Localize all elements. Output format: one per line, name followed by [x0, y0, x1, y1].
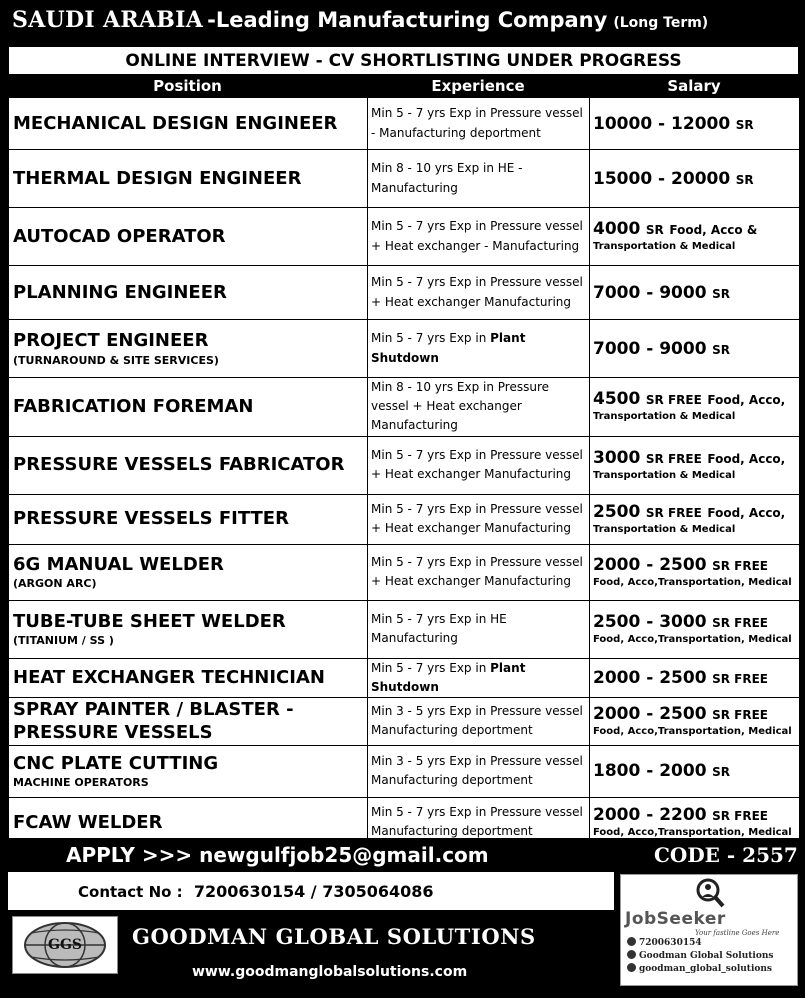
experience-text: Min 5 - 7 yrs Exp in Pressure vessel + Heat exchanger Manufacturing [371, 501, 583, 536]
experience-text: Min 5 - 7 yrs Exp in Pressure vessel + Heat exchanger Manufacturing [371, 554, 583, 589]
job-row [9, 436, 800, 494]
apply-email[interactable]: APPLY >>> newgulfjob25@gmail.com [66, 843, 489, 867]
jobseeker-magnifier-icon [683, 877, 733, 909]
job-experience [368, 320, 590, 378]
job-position [9, 150, 368, 208]
job-row [9, 98, 800, 150]
salary-unit: SR FREE [712, 707, 769, 722]
job-salary [590, 697, 800, 745]
salary-unit: SR [735, 117, 754, 132]
jobseeker-instagram-line [627, 963, 773, 976]
salary-benefits: Food, Acco, [707, 505, 786, 520]
salary-unit: SR [712, 286, 730, 301]
experience-text: Min 3 - 5 yrs Exp in Pressure vessel Manufacturing deportment [371, 754, 583, 788]
job-salary [590, 658, 800, 697]
salary-unit: SR FREE [712, 558, 769, 573]
globe-logo-icon [13, 917, 117, 973]
experience-highlight: Plant Shutdown [371, 331, 526, 365]
job-experience [368, 436, 590, 494]
salary-amount: 4000 [593, 219, 641, 239]
salary-benefits-detail: Transportation & Medical [593, 411, 736, 423]
job-row [9, 544, 800, 600]
job-row [9, 745, 800, 797]
experience-text: Min 5 - 7 yrs Exp in [371, 331, 487, 346]
job-experience [368, 697, 590, 745]
salary-amount: 2500 - 3000 [593, 611, 707, 632]
salary-benefits: Food, Acco & [669, 223, 758, 237]
position-title: PRESSURE VESSELS FABRICATOR [13, 454, 345, 476]
salary-amount: 10000 - 12000 [593, 113, 731, 134]
salary-unit: SR FREE [645, 451, 702, 466]
salary-amount: 2000 - 2500 [593, 667, 707, 688]
job-position [9, 436, 368, 494]
position-subtitle: (TITANIUM / SS ) [13, 634, 114, 648]
jobseeker-phone[interactable]: 7200630154 [639, 938, 702, 948]
company-name: GOODMAN GLOBAL SOLUTIONS [132, 924, 536, 949]
job-experience [368, 150, 590, 208]
job-row [9, 494, 800, 544]
job-salary [590, 436, 800, 494]
jobseeker-facebook[interactable]: Goodman Global Solutions [639, 951, 774, 961]
position-title: 6G MANUAL WELDER [13, 553, 224, 575]
position-title: PLANNING ENGINEER [13, 281, 227, 303]
job-experience [368, 745, 590, 797]
experience-text: Min 3 - 5 yrs Exp in Pressure vessel Manufacturing deportment [371, 704, 583, 738]
job-salary [590, 600, 800, 658]
experience-text: Min 5 - 7 yrs Exp in HE Manufacturing [371, 611, 507, 646]
position-subtitle: MACHINE OPERATORS [13, 776, 149, 790]
job-salary [590, 745, 800, 797]
job-salary [590, 544, 800, 600]
salary-unit: SR FREE [712, 615, 769, 630]
salary-amount: 2000 - 2500 [593, 703, 707, 724]
salary-unit: SR [712, 342, 730, 357]
position-title: PROJECT ENGINEER [13, 330, 209, 352]
salary-unit: SR FREE [645, 505, 702, 520]
job-position [9, 697, 368, 745]
experience-text: Min 5 - 7 yrs Exp in Pressure vessel + Heat exchanger Manufacturing [371, 275, 583, 309]
position-title: MECHANICAL DESIGN ENGINEER [13, 112, 338, 134]
header-term: (Long Term) [613, 15, 709, 31]
salary-benefits-detail: Transportation & Medical [593, 469, 736, 481]
col-experience: Experience [431, 77, 525, 95]
company-logo [12, 916, 118, 974]
job-salary [590, 150, 800, 208]
salary-amount: 4500 [593, 389, 641, 410]
job-position [9, 320, 368, 378]
position-title: TUBE-TUBE SHEET WELDER [13, 610, 286, 632]
experience-text: Min 5 - 7 yrs Exp in Pressure vessel + Heat exchanger - Manufacturing [371, 219, 583, 253]
experience-text: Min 8 - 10 yrs Exp in Pressure vessel + Heat exchanger Manufacturing [371, 380, 549, 433]
job-position [9, 745, 368, 797]
job-row [9, 697, 800, 745]
job-row [9, 208, 800, 266]
jobseeker-contacts [627, 937, 773, 976]
table-header [8, 75, 799, 97]
jobseeker-phone-line [627, 937, 773, 950]
job-salary [590, 494, 800, 544]
salary-amount: 2000 - 2200 [593, 804, 707, 825]
contact-label: Contact No : [78, 883, 183, 901]
salary-benefits-detail: Transportation & Medical [593, 241, 736, 252]
company-website[interactable]: www.goodmanglobalsolutions.com [192, 964, 468, 980]
experience-text: Min 5 - 7 yrs Exp in Pressure vessel + Heat exchanger Manufacturing [371, 447, 583, 482]
instagram-icon [627, 963, 636, 972]
salary-amount: 2500 [593, 501, 641, 522]
job-experience [368, 208, 590, 266]
job-position [9, 494, 368, 544]
jobseeker-facebook-line [627, 950, 773, 963]
logo-letters: GGS [47, 937, 83, 953]
salary-amount: 7000 - 9000 [593, 338, 707, 359]
jobs-table [8, 97, 800, 848]
jobseeker-instagram[interactable]: goodman_global_solutions [639, 964, 772, 974]
job-experience [368, 98, 590, 150]
jobseeker-tagline: Your fastline Goes Here [695, 929, 780, 937]
job-salary [590, 320, 800, 378]
whatsapp-icon [627, 937, 636, 946]
job-position [9, 378, 368, 437]
jobseeker-brand: JobSeeker [625, 909, 726, 929]
salary-benefits: Food, Acco, [707, 393, 786, 408]
header-country: SAUDI ARABIA [12, 7, 204, 33]
job-experience [368, 544, 590, 600]
experience-text: Min 5 - 7 yrs Exp in Pressure vessel Manufacturing deportment [371, 805, 583, 839]
salary-unit: SR FREE [645, 393, 702, 408]
salary-unit: SR FREE [712, 808, 769, 823]
position-title: THERMAL DESIGN ENGINEER [13, 167, 302, 189]
interview-notice: ONLINE INTERVIEW - CV SHORTLISTING UNDER PROGRESS [8, 46, 799, 75]
apply-bar [0, 838, 805, 872]
salary-benefits-detail: Food, Acco,Transportation, Medical [593, 826, 792, 838]
position-title: SPRAY PAINTER / BLASTER - PRESSURE VESSELS [13, 699, 294, 744]
position-subtitle: (TURNAROUND & SITE SERVICES) [13, 353, 219, 367]
col-salary: Salary [667, 77, 721, 95]
job-position [9, 658, 368, 697]
experience-text: Min 5 - 7 yrs Exp in Pressure vessel - Manufacturing deportment [371, 106, 583, 140]
position-title: FABRICATION FOREMAN [13, 396, 254, 418]
job-position [9, 98, 368, 150]
experience-text: Min 5 - 7 yrs Exp in [371, 660, 487, 675]
salary-amount: 7000 - 9000 [593, 282, 707, 303]
job-experience [368, 378, 590, 437]
job-code: CODE - 2557 [654, 843, 798, 867]
salary-benefits-detail: Food, Acco,Transportation, Medical [593, 725, 792, 737]
header-title: -Leading Manufacturing Company [207, 8, 608, 32]
job-salary [590, 378, 800, 437]
experience-highlight: Plant Shutdown [371, 660, 526, 694]
salary-unit: SR [735, 172, 754, 187]
position-title: FCAW WELDER [13, 811, 163, 833]
job-experience [368, 600, 590, 658]
job-position [9, 544, 368, 600]
experience-text: Min 8 - 10 yrs Exp in HE - Manufacturing [371, 161, 523, 195]
jobseeker-card [620, 874, 798, 986]
job-row [9, 600, 800, 658]
job-salary [590, 266, 800, 320]
position-subtitle: (ARGON ARC) [13, 577, 97, 591]
job-row [9, 658, 800, 697]
facebook-icon [627, 950, 636, 959]
job-position [9, 266, 368, 320]
contact-phones[interactable]: 7200630154 / 7305064086 [193, 882, 434, 901]
col-position: Position [153, 77, 222, 95]
job-experience [368, 266, 590, 320]
job-row [9, 378, 800, 437]
header-banner [0, 0, 805, 46]
position-title: PRESSURE VESSELS FITTER [13, 508, 289, 530]
contact-strip [8, 872, 614, 910]
salary-benefits: Food, Acco, [707, 451, 786, 466]
job-row [9, 320, 800, 378]
salary-amount: 1800 - 2000 [593, 761, 707, 782]
job-position [9, 600, 368, 658]
job-position [9, 208, 368, 266]
salary-benefits-detail: Transportation & Medical [593, 523, 736, 535]
job-row [9, 266, 800, 320]
salary-amount: 15000 - 20000 [593, 168, 731, 189]
salary-unit: SR FREE [712, 671, 769, 686]
job-experience [368, 494, 590, 544]
salary-amount: 3000 [593, 447, 641, 468]
position-title: CNC PLATE CUTTING [13, 753, 219, 775]
position-title: AUTOCAD OPERATOR [13, 225, 226, 247]
job-salary [590, 208, 800, 266]
salary-unit: SR [712, 765, 730, 780]
salary-amount: 2000 - 2500 [593, 554, 707, 575]
salary-unit: SR [645, 223, 664, 237]
job-salary [590, 98, 800, 150]
job-experience [368, 658, 590, 697]
salary-benefits-detail: Food, Acco,Transportation, Medical [593, 576, 792, 588]
job-row [9, 150, 800, 208]
position-title: HEAT EXCHANGER TECHNICIAN [13, 667, 325, 689]
salary-benefits-detail: Food, Acco,Transportation, Medical [593, 633, 792, 645]
